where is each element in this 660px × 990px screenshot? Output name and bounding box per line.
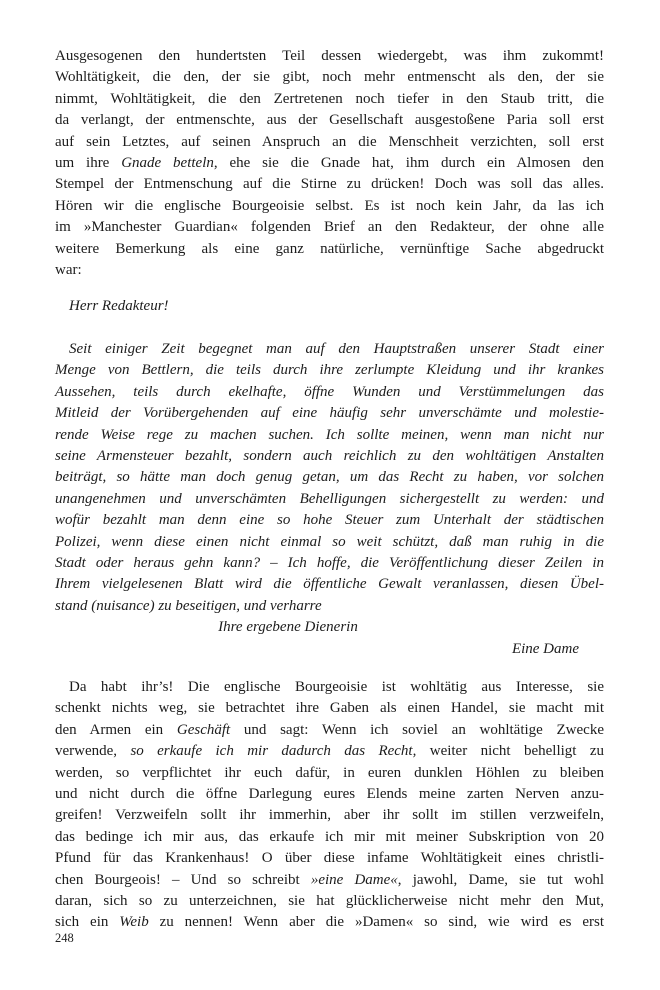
- text-line: [55, 574, 604, 595]
- text-segment: beiträgt, so hätte man doch genug getan, um das Recht zu haben, vor solchen: [55, 469, 604, 486]
- text-line: [55, 720, 604, 741]
- text-segment: den Armen ein: [55, 721, 177, 738]
- text-segment: Aussehen, teils durch ekelhafte, öffne Wunden und Verstümmelungen das: [55, 383, 604, 400]
- paragraph-commentary: [55, 677, 604, 934]
- text-line: [55, 912, 604, 933]
- text-segment: im »Manchester Guardian« folgenden Brief an den Redakteur, der ohne alle: [55, 219, 604, 236]
- text-line: [55, 67, 604, 88]
- text-segment: daran, sich so zu unterzeichnen, sie hat glücklicherweise nicht mehr den Mut,: [55, 893, 604, 910]
- text-line: [55, 698, 604, 719]
- emphasized-text: so erkaufe ich mir dadurch das Recht,: [130, 743, 417, 760]
- text-line: [55, 827, 604, 848]
- text-segment: stand (nuisance) zu beseitigen, und verharre: [55, 597, 322, 614]
- text-line: [55, 260, 604, 281]
- text-segment: , jawohl, Dame, sie tut wohl: [397, 871, 604, 888]
- text-line: [55, 784, 604, 805]
- text-line: [55, 891, 604, 912]
- text-segment: Stempel der Entmenschung auf die Stirne zu drücken! Doch was soll das alles.: [55, 176, 604, 193]
- text-segment: chen Bourgeois! – Und so schreibt: [55, 871, 311, 888]
- paragraph-continuation: [55, 46, 604, 281]
- text-segment: unangenehmen und unverschämten Behelligungen sichergestellt zu werden: und: [55, 490, 604, 507]
- text-segment: das bedinge ich mir aus, das erkaufe ich mir mit meiner Subskription von 20: [55, 828, 604, 845]
- text-line: [55, 110, 604, 131]
- text-line: [55, 467, 604, 488]
- text-segment: Ausgesogenen den hundertsten Teil dessen wiedergebt, was ihm zukommt!: [55, 48, 604, 64]
- text-line: [55, 532, 604, 553]
- text-segment: weiter nicht behelligt zu: [416, 743, 604, 760]
- text-segment: Stadt oder heraus gehn kann? – Ich hoffe, die Veröffentlichung dieser Zeilen in: [55, 554, 604, 571]
- text-line: [55, 360, 604, 381]
- text-line: [55, 763, 604, 784]
- text-line: [55, 848, 604, 869]
- text-line: [55, 339, 604, 360]
- text-segment: Da habt ihr’s! Die englische Bourgeoisie ist wohltätig aus Interesse, sie: [69, 678, 604, 695]
- page-text-area: [55, 46, 604, 934]
- text-segment: Pfund für das Krankenhaus! O über diese infame Wohltätigkeit eines christli-: [55, 850, 604, 867]
- text-segment: um ihre: [55, 155, 122, 172]
- text-line: [55, 741, 604, 762]
- text-line: [55, 217, 604, 238]
- text-segment: auf sein Letztes, auf seinen Anspruch an die Menschheit verzichten, soll erst: [55, 133, 604, 150]
- text-segment: schenkt nichts weg, sie betrachtet ihre Gaben als einen Handel, sie macht mit: [55, 700, 604, 717]
- text-segment: Herr Redakteur!: [69, 298, 169, 315]
- text-line: [55, 425, 604, 446]
- text-segment: war:: [55, 262, 82, 279]
- text-segment: , ehe sie die Gnade hat, ihm durch ein Almosen den: [213, 155, 604, 172]
- emphasized-text: Weib: [119, 914, 149, 931]
- text-segment: da verlangt, der entmenschte, aus der Gesellschaft ausgestoßene Paria soll erst: [55, 112, 604, 129]
- text-segment: Hören wir die englische Bourgeoisie selbst. Es ist noch kein Jahr, da las ich: [55, 197, 604, 214]
- text-line: [55, 403, 604, 424]
- text-segment: Polizei, wenn diese einen nicht einmal so weit schützt, daß man ruhig in die: [55, 533, 604, 550]
- text-line: [55, 639, 604, 660]
- text-segment: seine Armensteuer bezahlt, sondern auch reichlich zu den wohltätigen Anstalten: [55, 447, 604, 464]
- text-line: [55, 596, 604, 617]
- text-line: [55, 617, 604, 638]
- text-line: [55, 132, 604, 153]
- text-segment: Ihre ergebene Dienerin: [218, 619, 358, 636]
- emphasized-text: Geschäft: [176, 721, 231, 738]
- text-segment: weitere Bemerkung als eine ganz natürliche, vernünftige Sache abgedruckt: [55, 240, 604, 257]
- text-segment: Eine Dame: [511, 640, 579, 657]
- text-line: [55, 46, 604, 67]
- letter-salutation: [55, 296, 604, 317]
- emphasized-text: »eine Dame«: [310, 871, 398, 888]
- text-segment: und nicht durch die öffne Darlegung eures Elends meine zarten Nerven anzu-: [55, 786, 604, 802]
- text-line: [55, 553, 604, 574]
- text-line: [55, 805, 604, 826]
- text-line: [55, 239, 604, 260]
- page-number: 248: [55, 931, 74, 945]
- text-segment: Mitleid der Vorübergehenden auf eine häufig sehr unverschämte und molestie-: [55, 405, 604, 422]
- text-segment: Seit einiger Zeit begegnet man auf den Hauptstraßen unserer Stadt einer: [69, 340, 604, 357]
- text-line: [55, 489, 604, 510]
- text-line: [55, 510, 604, 531]
- text-segment: Ihrem vielgelesenen Blatt wird die öffentliche Gewalt veranlassen, diesen Übel-: [55, 576, 604, 593]
- letter-body: [55, 339, 604, 660]
- text-line: [55, 677, 604, 698]
- text-line: [55, 446, 604, 467]
- text-line: [55, 153, 604, 174]
- text-segment: Wohltätigkeit, die den, der sie gibt, noch mehr entmenscht als den, der sie: [55, 69, 604, 86]
- text-segment: verwende,: [55, 743, 131, 760]
- text-line: [55, 382, 604, 403]
- text-segment: nimmt, Wohltätigkeit, die den Zertretenen noch tiefer in den Staub tritt, die: [55, 90, 604, 107]
- text-segment: greifen! Verzweifeln sollt ihr immerhin, aber ihr sollt im stillen verzweifeln,: [55, 807, 604, 824]
- text-segment: sich ein: [55, 914, 120, 931]
- text-segment: und sagt: Wenn ich soviel an wohltätige Zwecke: [230, 721, 604, 738]
- text-segment: zu nennen! Wenn aber die »Damen« so sind, wie wird es erst: [148, 914, 604, 931]
- text-line: [55, 196, 604, 217]
- text-segment: wofür bezahlt man denn eine so hohe Steuer zum Unterhalt der städtischen: [55, 512, 604, 529]
- text-segment: Menge von Bettlern, die teils durch ihre zerlumpte Kleidung und ihr krankes: [55, 362, 604, 379]
- text-segment: werden, so verpflichtet ihr euch dafür, in euren dunklen Höhlen zu bleiben: [55, 764, 604, 781]
- text-segment: rende Weise rege zu machen suchen. Ich sollte meinen, wenn man nicht nur: [55, 426, 604, 443]
- text-line: [55, 870, 604, 891]
- text-line: [55, 89, 604, 110]
- text-line: [55, 174, 604, 195]
- text-line: [55, 296, 604, 317]
- emphasized-text: Gnade betteln: [121, 155, 214, 172]
